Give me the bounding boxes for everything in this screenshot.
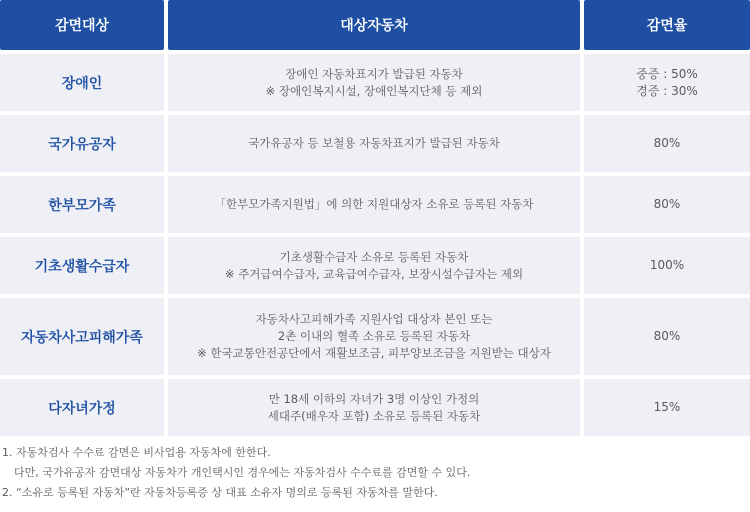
- rate-cell: [584, 115, 750, 172]
- rate-cell: [584, 54, 750, 111]
- rate-line: 100%: [649, 258, 685, 272]
- target-cell: 한부모가족: [0, 176, 164, 233]
- vehicle-line: 자동차사고피해가족 지원사업 대상자 본인 또는: [255, 312, 493, 326]
- vehicle-line: 기초생활수급자 소유로 등록된 자동차: [279, 249, 469, 264]
- vehicle-cell: [168, 176, 580, 233]
- vehicle-line: 장애인 자동차표지가 발급된 자동차: [285, 66, 463, 81]
- target-cell: 기초생활수급자: [0, 237, 164, 294]
- rate-cell: [584, 237, 750, 294]
- footnote-1-continuation: 다만, 국가유공자 감면대상 자동차가 개인택시인 경우에는 자동차검사 수수료를 감면할 수 있다.: [14, 466, 471, 479]
- vehicle-line: 세대주(배우자 포함) 소유로 등록된 자동차: [267, 408, 481, 423]
- rate-line: 중증 : 50%: [636, 66, 698, 81]
- target-cell: 다자녀가정: [0, 379, 164, 436]
- vehicle-line: 국가유공자 등 보철용 자동차표지가 발급된 자동차: [248, 136, 500, 150]
- header-vehicle: 대상자동차: [168, 0, 580, 50]
- target-cell: 장애인: [0, 54, 164, 111]
- table-row: [0, 54, 750, 111]
- header-rate: 감면율: [584, 0, 750, 50]
- rate-line: 80%: [653, 136, 681, 150]
- footnote-1: 1. 자동차검사 수수료 감면은 비사업용 자동차에 한한다.: [2, 446, 271, 459]
- rate-cell: [584, 379, 750, 436]
- table-row: [0, 115, 750, 172]
- rate-cell: [584, 298, 750, 375]
- footnotes: [2, 443, 748, 503]
- vehicle-cell: [168, 115, 580, 172]
- table-header: [0, 0, 750, 50]
- rate-line: 경증 : 30%: [636, 83, 698, 98]
- target-cell: 자동차사고피해가족: [0, 298, 164, 375]
- target-cell: 국가유공자: [0, 115, 164, 172]
- vehicle-line: ※ 장애인복지시설, 장애인복지단체 등 제외: [265, 83, 483, 98]
- vehicle-cell: [168, 237, 580, 294]
- vehicle-line: 만 18세 이하의 자녀가 3명 이상인 가정의: [268, 391, 480, 406]
- rate-line: 80%: [653, 197, 681, 211]
- table-row: [0, 379, 750, 436]
- table-row: [0, 237, 750, 294]
- rate-line: 15%: [653, 400, 681, 414]
- rate-line: 80%: [653, 329, 681, 343]
- table-row: [0, 176, 750, 233]
- rate-cell: [584, 176, 750, 233]
- vehicle-line: ※ 주거급여수급자, 교육급여수급자, 보장시설수급자는 제외: [224, 266, 524, 281]
- vehicle-cell: [168, 54, 580, 111]
- vehicle-line: ※ 한국교통안전공단에서 재활보조금, 피부양보조금을 지원받는 대상자: [197, 346, 551, 360]
- table-row: [0, 298, 750, 375]
- header-target: 감면대상: [0, 0, 164, 50]
- vehicle-line: 2촌 이내의 혈족 소유로 등록된 자동차: [277, 329, 471, 343]
- vehicle-cell: [168, 379, 580, 436]
- vehicle-cell: [168, 298, 580, 375]
- footnote-2: 2. “소유로 등록된 자동차”란 자동차등록증 상 대표 소유자 명의로 등록된 자동차를 말한다.: [2, 486, 438, 499]
- vehicle-line: 「한부모가족지원법」에 의한 지원대상자 소유로 등록된 자동차: [214, 197, 534, 211]
